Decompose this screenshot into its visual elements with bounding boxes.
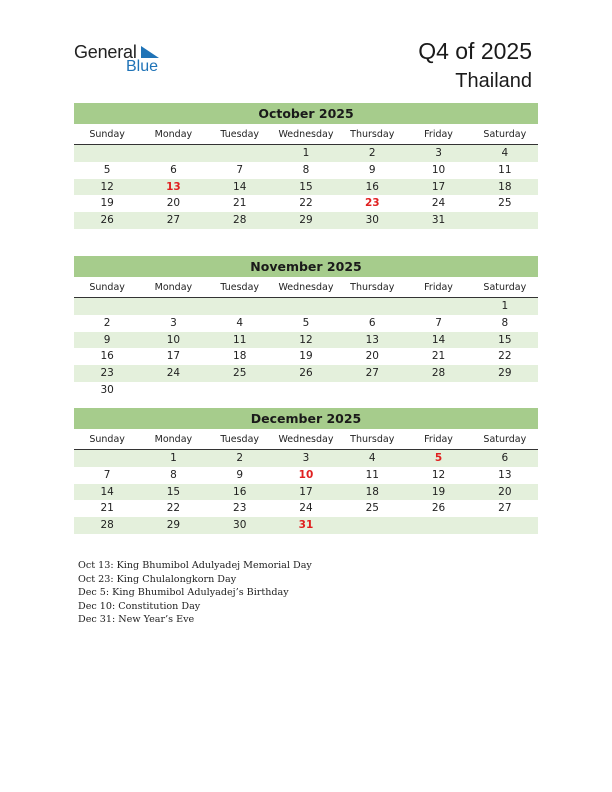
weekday-label: Saturday — [483, 434, 527, 445]
date-cell: 14 — [431, 333, 446, 346]
holiday-date-cell: 5 — [434, 452, 443, 464]
week-row — [74, 467, 538, 484]
date-cell: 22 — [299, 197, 313, 210]
date-cell: 19 — [431, 485, 446, 498]
date-cell — [405, 517, 471, 534]
week-row — [74, 162, 538, 179]
date-cell: 18 — [233, 350, 247, 363]
date-cell: 8 — [170, 468, 177, 481]
date-cell: 3 — [435, 147, 442, 159]
date-cell: 27 — [498, 502, 512, 515]
date-cell: 15 — [299, 180, 313, 193]
date-cell: 1 — [170, 452, 177, 464]
logo — [74, 42, 184, 78]
weekday-label: Monday — [154, 282, 193, 293]
weekday-label: Monday — [154, 129, 193, 140]
weekday-label: Monday — [154, 434, 193, 445]
date-cell: 22 — [498, 350, 512, 363]
holiday-date-cell: 23 — [364, 197, 380, 210]
date-cell: 22 — [166, 502, 181, 515]
date-cell: 28 — [431, 367, 446, 380]
date-cell: 29 — [299, 214, 313, 227]
date-cell: 12 — [299, 333, 313, 346]
date-cell — [207, 298, 273, 315]
date-cell: 2 — [368, 147, 376, 159]
holiday-date-cell: 13 — [166, 180, 181, 193]
month-title: November 2025 — [74, 256, 538, 277]
date-cell: 9 — [236, 468, 244, 481]
date-cell — [472, 382, 538, 399]
date-cell: 16 — [233, 485, 247, 498]
date-cell: 18 — [498, 180, 512, 193]
date-cell: 27 — [365, 367, 379, 380]
date-cell: 3 — [302, 452, 310, 464]
date-cell: 11 — [498, 163, 512, 176]
date-cell: 26 — [431, 502, 446, 515]
date-cell: 20 — [166, 197, 181, 210]
date-cell — [273, 298, 339, 315]
date-cell: 5 — [103, 163, 111, 176]
date-cell — [207, 145, 273, 162]
date-cell: 30 — [100, 383, 114, 396]
date-cell: 7 — [435, 316, 442, 329]
weekday-label: Tuesday — [220, 282, 260, 293]
date-cell: 11 — [365, 468, 379, 481]
date-cell: 24 — [299, 502, 313, 515]
week-row — [74, 298, 538, 315]
weekday-label: Friday — [424, 282, 453, 293]
weekday-label: Thursday — [350, 434, 395, 445]
date-cell: 20 — [498, 485, 512, 498]
date-cell — [74, 298, 140, 315]
date-cell: 21 — [431, 350, 446, 363]
logo-blue-text: Blue — [126, 58, 159, 75]
date-cell: 29 — [498, 367, 512, 380]
date-cell: 17 — [166, 350, 181, 363]
date-cell: 26 — [100, 214, 114, 227]
date-cell — [339, 517, 405, 534]
date-cell — [472, 212, 538, 229]
week-row — [74, 195, 538, 212]
weekday-label: Tuesday — [220, 129, 260, 140]
date-cell: 30 — [365, 214, 379, 227]
date-cell: 7 — [103, 468, 111, 481]
week-row — [74, 348, 538, 365]
date-cell — [74, 450, 140, 467]
date-cell — [405, 298, 471, 315]
date-cell: 26 — [299, 367, 313, 380]
date-cell: 19 — [299, 350, 313, 363]
weekday-label: Saturday — [483, 282, 527, 293]
date-cell: 17 — [299, 485, 313, 498]
date-cell: 6 — [170, 163, 177, 176]
month-calendar-december — [74, 408, 538, 534]
holiday-note: Dec 10: Constitution Day — [78, 600, 201, 612]
date-cell: 12 — [431, 468, 446, 481]
date-cell: 15 — [498, 333, 512, 346]
weekday-header-row — [74, 126, 538, 145]
holiday-note: Oct 13: King Bhumibol Adulyadej Memorial Day — [78, 560, 312, 571]
weekday-label: Friday — [424, 129, 453, 140]
date-cell: 25 — [233, 367, 247, 380]
weekday-header-row — [74, 431, 538, 450]
date-cell: 21 — [100, 502, 114, 515]
date-cell: 24 — [431, 197, 446, 210]
weekday-label: Tuesday — [220, 434, 260, 445]
date-cell: 1 — [501, 300, 509, 312]
date-cell: 3 — [170, 316, 177, 329]
date-cell: 5 — [302, 316, 310, 329]
weekday-label: Wednesday — [278, 434, 334, 445]
date-cell — [74, 145, 140, 162]
date-cell — [140, 382, 206, 399]
date-cell: 14 — [233, 180, 247, 193]
date-cell: 8 — [501, 316, 509, 329]
week-row — [74, 382, 538, 399]
week-row — [74, 145, 538, 162]
month-title: December 2025 — [74, 408, 538, 429]
date-cell: 6 — [368, 316, 376, 329]
date-cell: 24 — [166, 367, 181, 380]
weekday-label: Sunday — [89, 129, 125, 140]
date-cell: 27 — [166, 214, 181, 227]
date-cell: 21 — [233, 197, 247, 210]
logo-general-text: General — [74, 42, 137, 62]
weekday-label: Wednesday — [278, 282, 334, 293]
date-cell: 25 — [365, 502, 379, 515]
date-cell: 10 — [431, 163, 446, 176]
date-cell: 13 — [365, 333, 379, 346]
holiday-date-cell: 31 — [298, 519, 314, 532]
date-cell: 13 — [498, 468, 512, 481]
weekday-label: Saturday — [483, 129, 527, 140]
holiday-date-cell: 10 — [298, 468, 314, 481]
date-cell: 14 — [100, 485, 114, 498]
holiday-note: Oct 23: King Chulalongkorn Day — [78, 573, 237, 585]
date-cell: 10 — [166, 333, 181, 346]
date-cell — [339, 382, 405, 399]
date-cell: 15 — [166, 485, 181, 498]
week-row — [74, 332, 538, 349]
week-row — [74, 179, 538, 196]
week-row — [74, 212, 538, 229]
weekday-label: Wednesday — [278, 129, 334, 140]
week-row — [74, 484, 538, 501]
date-cell: 16 — [365, 180, 379, 193]
page-title: Q4 of 2025 — [418, 38, 532, 64]
week-row — [74, 315, 538, 332]
date-cell: 28 — [233, 214, 247, 227]
weekday-label: Thursday — [350, 282, 395, 293]
date-cell: 19 — [100, 197, 114, 210]
week-row — [74, 517, 538, 534]
weekday-label: Sunday — [89, 434, 125, 445]
date-cell — [339, 298, 405, 315]
date-cell: 2 — [103, 316, 111, 329]
holiday-note: Dec 5: King Bhumibol Adulyadej’s Birthday — [78, 587, 289, 598]
date-cell: 4 — [501, 147, 509, 159]
month-calendar-november — [74, 256, 538, 399]
date-cell: 12 — [100, 180, 114, 193]
weekday-label: Friday — [424, 434, 453, 445]
date-cell: 9 — [103, 333, 111, 346]
date-cell: 29 — [166, 519, 181, 532]
date-cell — [472, 517, 538, 534]
date-cell: 1 — [302, 147, 310, 159]
date-cell: 17 — [431, 180, 446, 193]
date-cell: 23 — [233, 502, 247, 515]
date-cell — [207, 382, 273, 399]
date-cell: 4 — [368, 452, 376, 464]
date-cell — [273, 382, 339, 399]
date-cell: 16 — [100, 350, 114, 363]
date-cell — [140, 145, 206, 162]
date-cell: 9 — [368, 163, 376, 176]
holiday-notes — [78, 559, 312, 627]
country-name: Thailand — [455, 70, 532, 92]
date-cell: 2 — [236, 452, 244, 464]
date-cell: 31 — [431, 214, 446, 227]
holiday-note: Dec 31: New Year’s Eve — [78, 614, 195, 625]
date-cell: 11 — [233, 333, 247, 346]
weekday-header-row — [74, 279, 538, 298]
month-title: October 2025 — [74, 103, 538, 124]
month-calendar-october — [74, 103, 538, 229]
date-cell: 30 — [233, 519, 247, 532]
weekday-label: Sunday — [89, 282, 125, 293]
date-cell: 18 — [365, 485, 379, 498]
week-row — [74, 365, 538, 382]
date-cell: 28 — [100, 519, 114, 532]
date-cell: 23 — [100, 367, 114, 380]
date-cell: 4 — [236, 316, 244, 329]
week-row — [74, 450, 538, 467]
date-cell — [140, 298, 206, 315]
weekday-label: Thursday — [350, 129, 395, 140]
date-cell: 7 — [236, 163, 244, 176]
date-cell: 20 — [365, 350, 379, 363]
date-cell: 6 — [501, 452, 509, 464]
date-cell — [405, 382, 471, 399]
date-cell: 8 — [302, 163, 310, 176]
week-row — [74, 500, 538, 517]
date-cell: 25 — [498, 197, 512, 210]
